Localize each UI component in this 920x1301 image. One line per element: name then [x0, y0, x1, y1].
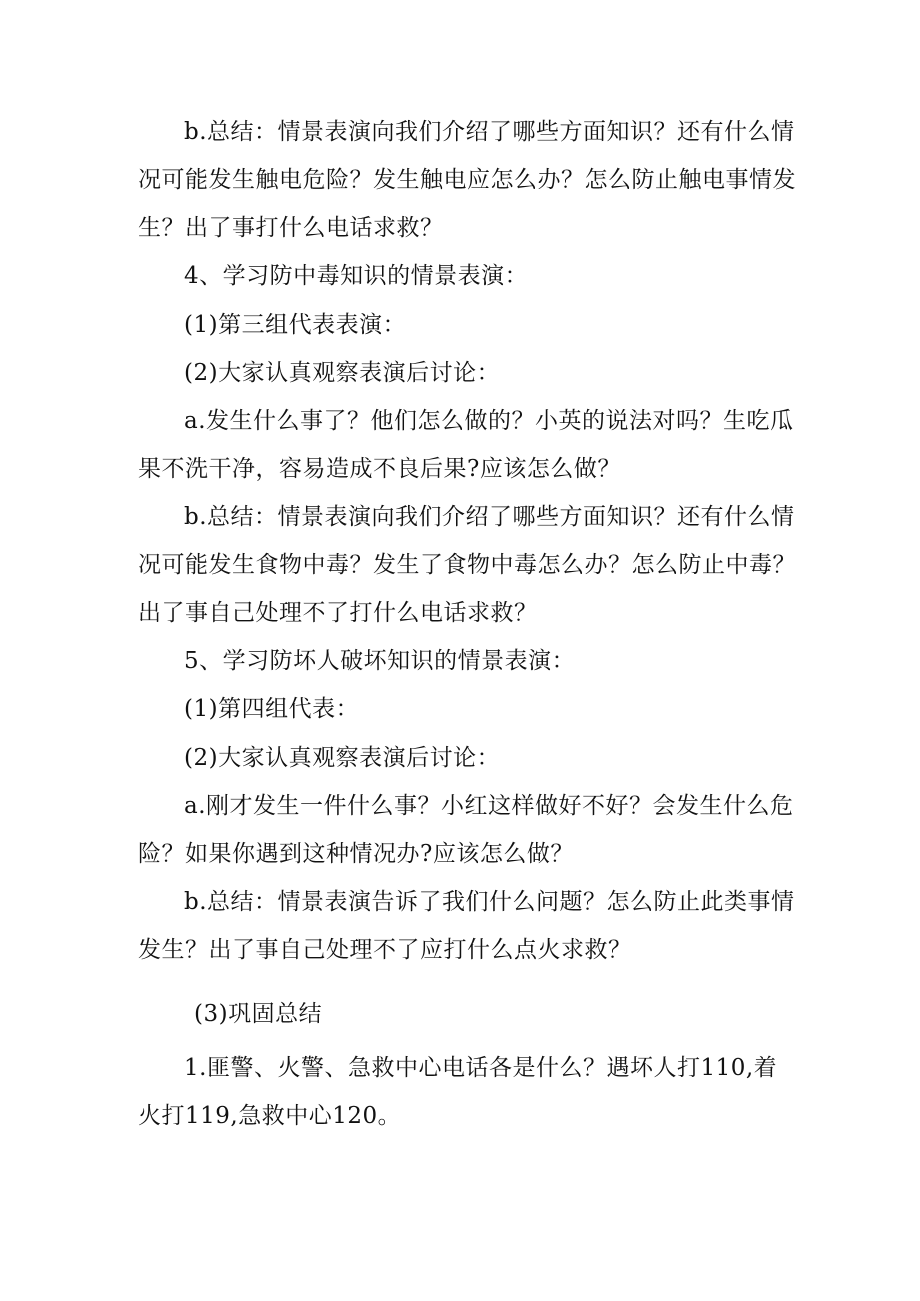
- paragraph-section-5-item-1: (1)第四组代表：: [184, 696, 360, 722]
- paragraph-section-4-item-2: (2)大家认真观察表演后讨论：: [184, 360, 501, 386]
- paragraph-consolidation-heading: (3)巩固总结: [194, 1001, 323, 1027]
- paragraph-stranger-summary: b.总结：情景表演告诉了我们什么问题？怎么防止此类事情发生？出了事自己处理不了应打什么点火求救？: [138, 889, 795, 963]
- paragraph-section-5-heading: 5、学习防坏人破坏知识的情景表演：: [184, 648, 576, 674]
- paragraph-section-4-item-1: (1)第三组代表表演：: [184, 312, 407, 338]
- paragraph-emergency-numbers: 1.匪警、火警、急救中心电话各是什么？遇坏人打110,着火打119,急救中心120。: [138, 1055, 778, 1129]
- paragraph-stranger-discussion: a.刚才发生一件什么事？小红这样做好不好？会发生什么危险？如果你遇到这种情况办?应该怎么做？: [138, 793, 794, 867]
- paragraph-poison-summary: b.总结：情景表演向我们介绍了哪些方面知识？还有什么情况可能发生食物中毒？发生了食物中毒怎么办？怎么防止中毒？出了事自己处理不了打什么电话求救？: [138, 504, 796, 626]
- paragraph-electric-summary: b.总结：情景表演向我们介绍了哪些方面知识？还有什么情况可能发生触电危险？发生触电应怎么办？怎么防止触电事情发生？出了事打什么电话求救？: [138, 119, 796, 241]
- paragraph-poison-discussion: a.发生什么事了？他们怎么做的？小英的说法对吗？生吃瓜果不洗干净，容易造成不良后果?应该怎么做？: [138, 408, 794, 482]
- paragraph-section-5-item-2: (2)大家认真观察表演后讨论：: [184, 745, 501, 771]
- paragraph-section-4-heading: 4、学习防中毒知识的情景表演：: [184, 263, 529, 289]
